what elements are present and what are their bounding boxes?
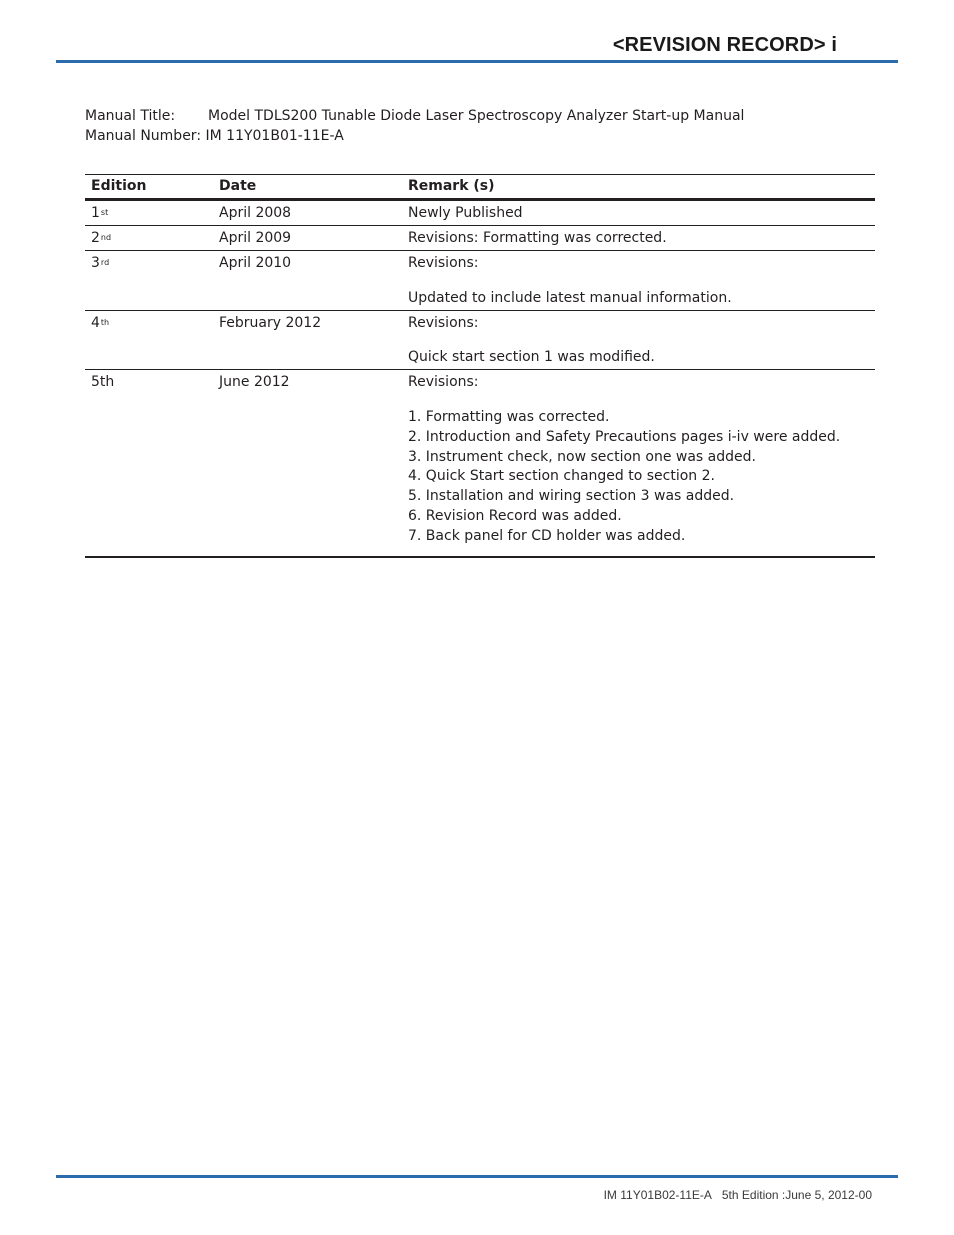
- remark-heading: Revisions: Formatting was corrected.: [408, 230, 667, 246]
- remark-line: 3. Instrument check, now section one was added.: [408, 448, 756, 465]
- footer-rule: [56, 1175, 898, 1178]
- footer-doc-number: IM 11Y01B02-11E-A: [603, 1188, 712, 1202]
- table-row: [85, 251, 875, 311]
- edition-cell: [85, 370, 213, 557]
- table-header-row: [85, 175, 875, 200]
- edition-suffix: th: [100, 317, 110, 327]
- edition-number: 4: [91, 314, 100, 331]
- edition-cell: [85, 310, 213, 370]
- remark-line: 2. Introduction and Safety Precautions pages i-iv were added.: [408, 428, 841, 445]
- page-header-title: <REVISION RECORD> i: [612, 34, 837, 56]
- edition-suffix: rd: [100, 258, 110, 267]
- remark-heading: Newly Published: [408, 205, 523, 221]
- remark-line: 6. Revision Record was added.: [408, 507, 622, 524]
- remark-line: 1. Formatting was corrected.: [408, 408, 610, 425]
- remark-cell: [402, 200, 875, 226]
- header-rule: [56, 60, 898, 63]
- edition-suffix: nd: [100, 233, 112, 242]
- remark-cell: [402, 370, 875, 557]
- manual-title-row: [85, 106, 744, 126]
- remark-line: Quick start section 1 was modified.: [408, 349, 655, 366]
- table-row: [85, 370, 875, 557]
- header-remark: Remark (s): [402, 175, 875, 200]
- manual-number-label: Manual Number:: [85, 128, 202, 144]
- header-date: Date: [213, 175, 402, 200]
- revision-table: [85, 174, 875, 558]
- edition-cell: [85, 251, 213, 311]
- remark-cell: [402, 226, 875, 251]
- date-cell: February 2012: [213, 310, 402, 370]
- edition-number: 3: [91, 255, 100, 271]
- table-row: [85, 226, 875, 251]
- date-cell: April 2009: [213, 226, 402, 251]
- date-cell: April 2008: [213, 200, 402, 226]
- edition-suffix: st: [100, 208, 109, 217]
- header-edition: Edition: [85, 175, 213, 200]
- remark-line: 7. Back panel for CD holder was added.: [408, 527, 686, 544]
- manual-meta: [85, 106, 744, 146]
- edition-number: 5th: [91, 374, 115, 391]
- edition-number: 2: [91, 230, 100, 246]
- edition-number: 1: [91, 205, 100, 221]
- remark-heading: Revisions:: [408, 255, 479, 271]
- page-footer: [604, 1188, 872, 1202]
- date-cell: June 2012: [213, 370, 402, 557]
- remark-cell: [402, 251, 875, 311]
- remark-heading: Revisions:: [408, 314, 479, 331]
- table-row: [85, 310, 875, 370]
- manual-title-label: Manual Title:: [85, 108, 176, 124]
- edition-cell: [85, 226, 213, 251]
- manual-number-value: IM 11Y01B01-11E-A: [205, 128, 344, 144]
- remark-line: 4. Quick Start section changed to section 2.: [408, 468, 715, 485]
- remark-heading: Revisions:: [408, 374, 479, 391]
- manual-title-value: Model TDLS200 Tunable Diode Laser Spectroscopy Analyzer Start-up Manual: [208, 108, 745, 124]
- manual-number-row: [85, 126, 744, 146]
- remark-line: Updated to include latest manual information.: [408, 289, 732, 306]
- remark-line: 5. Installation and wiring section 3 was added.: [408, 488, 735, 505]
- date-cell: April 2010: [213, 251, 402, 311]
- footer-edition-info: 5th Edition :June 5, 2012-00: [721, 1188, 872, 1202]
- remark-cell: [402, 310, 875, 370]
- edition-cell: [85, 200, 213, 226]
- table-row: [85, 200, 875, 226]
